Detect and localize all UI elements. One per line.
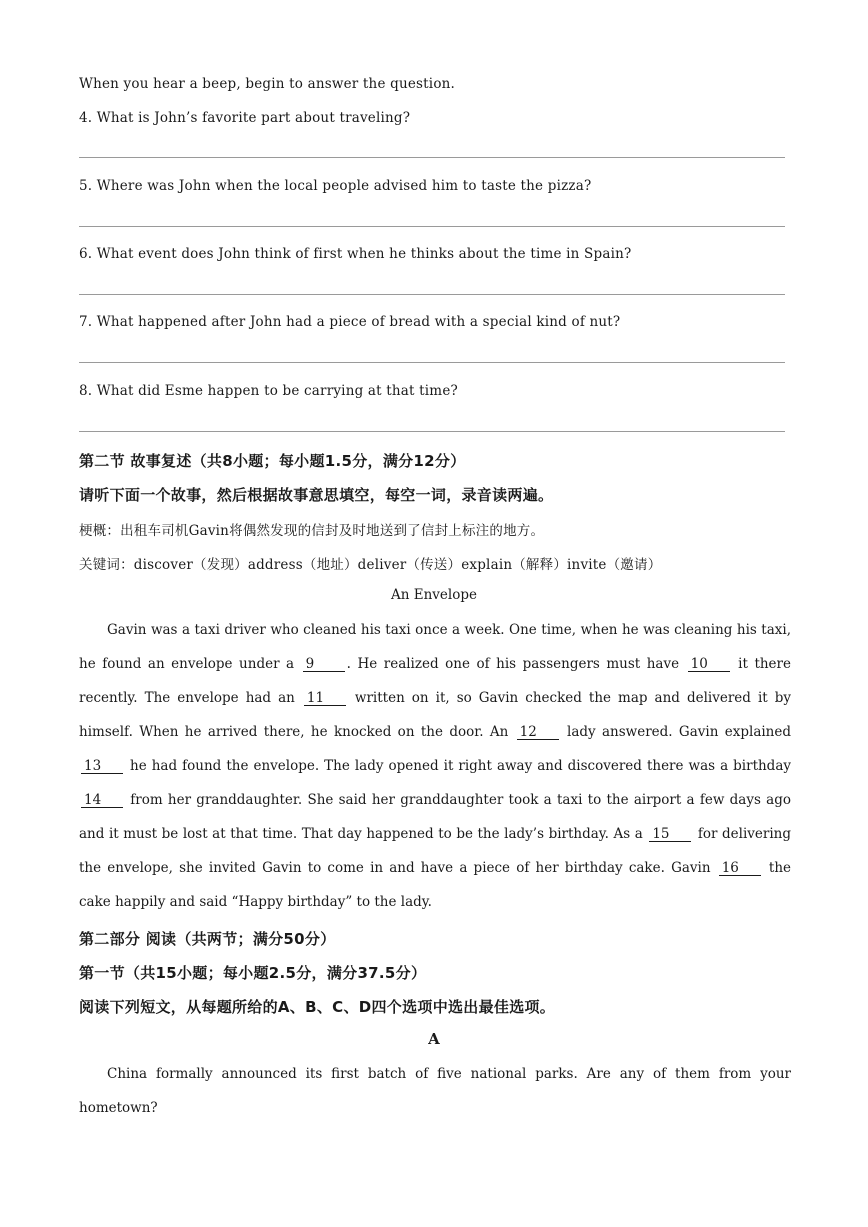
- story-segment: written on it, so Gavin checked the map and delivered it by himself. When he arrived there, he knocked on the door. An: [79, 690, 791, 740]
- answer-line-5[interactable]: [79, 226, 785, 227]
- part2-section1-heading: 第一节（共15小题；每小题2.5分，满分37.5分）: [79, 964, 427, 982]
- part2-instruction: 阅读下列短文，从每题所给的A、B、C、D四个选项中选出最佳选项。: [79, 998, 556, 1016]
- story-segment: it there recently. The envelope had an: [79, 656, 791, 706]
- story-segment: the cake happily and said “Happy birthday” to the lady.: [79, 860, 791, 910]
- story-segment: lady answered. Gavin explained: [567, 724, 792, 740]
- blank-16[interactable]: 16: [719, 861, 761, 876]
- story-segment: for delivering the envelope, she invited Gavin to come in and have a piece of her birthday cake. Gavin: [79, 826, 791, 876]
- answer-line-8[interactable]: [79, 431, 785, 432]
- question-4: 4. What is John’s favorite part about traveling?: [79, 110, 411, 126]
- blank-11[interactable]: 11: [304, 691, 346, 706]
- blank-10[interactable]: 10: [688, 657, 730, 672]
- blank-13[interactable]: 13: [81, 759, 123, 774]
- question-7: 7. What happened after John had a piece of bread with a special kind of nut?: [79, 314, 621, 330]
- question-6: 6. What event does John think of first when he thinks about the time in Spain?: [79, 246, 632, 262]
- story-segment: from her granddaughter. She said her granddaughter took a taxi to the airport a few days ago and it must be lost at that time. That day happened to be the lady’s birthday. As a: [79, 792, 791, 842]
- passage-a-body: China formally announced its first batch of five national parks. Are any of them from your hometown?: [79, 1066, 791, 1116]
- story-keywords: 关键词：discover（发现）address（地址）deliver（传送）explain（解释）invite（邀请）: [79, 557, 662, 573]
- story-title: An Envelope: [391, 587, 477, 603]
- blank-15[interactable]: 15: [649, 827, 691, 842]
- passage-letter: A: [428, 1030, 440, 1048]
- story-paragraph: [79, 613, 791, 919]
- blank-14[interactable]: 14: [81, 793, 123, 808]
- part2-heading: 第二部分 阅读（共两节；满分50分）: [79, 930, 336, 948]
- answer-line-4[interactable]: [79, 157, 785, 158]
- story-segment: he had found the envelope. The lady opened it right away and discovered there was a birthday: [130, 758, 792, 774]
- answer-line-7[interactable]: [79, 362, 785, 363]
- section2-instruction: 请听下面一个故事，然后根据故事意思填空，每空一词，录音读两遍。: [79, 486, 554, 504]
- blank-9[interactable]: 9: [303, 657, 345, 672]
- question-8: 8. What did Esme happen to be carrying at that time?: [79, 383, 458, 399]
- story-segment: Gavin was a taxi driver who cleaned his taxi once a week. One time, when he was cleaning his taxi, he found an envelope under a: [79, 622, 791, 672]
- question-5: 5. Where was John when the local people advised him to taste the pizza?: [79, 178, 592, 194]
- section2-heading: 第二节 故事复述（共8小题；每小题1.5分，满分12分）: [79, 452, 466, 470]
- answer-line-6[interactable]: [79, 294, 785, 295]
- story-segment: . He realized one of his passengers must have: [346, 656, 680, 672]
- blank-12[interactable]: 12: [517, 725, 559, 740]
- listening-intro: When you hear a beep, begin to answer the question.: [79, 76, 456, 92]
- passage-a-text: [79, 1057, 791, 1125]
- story-summary: 梗概：出租车司机Gavin将偶然发现的信封及时地送到了信封上标注的地方。: [79, 523, 545, 539]
